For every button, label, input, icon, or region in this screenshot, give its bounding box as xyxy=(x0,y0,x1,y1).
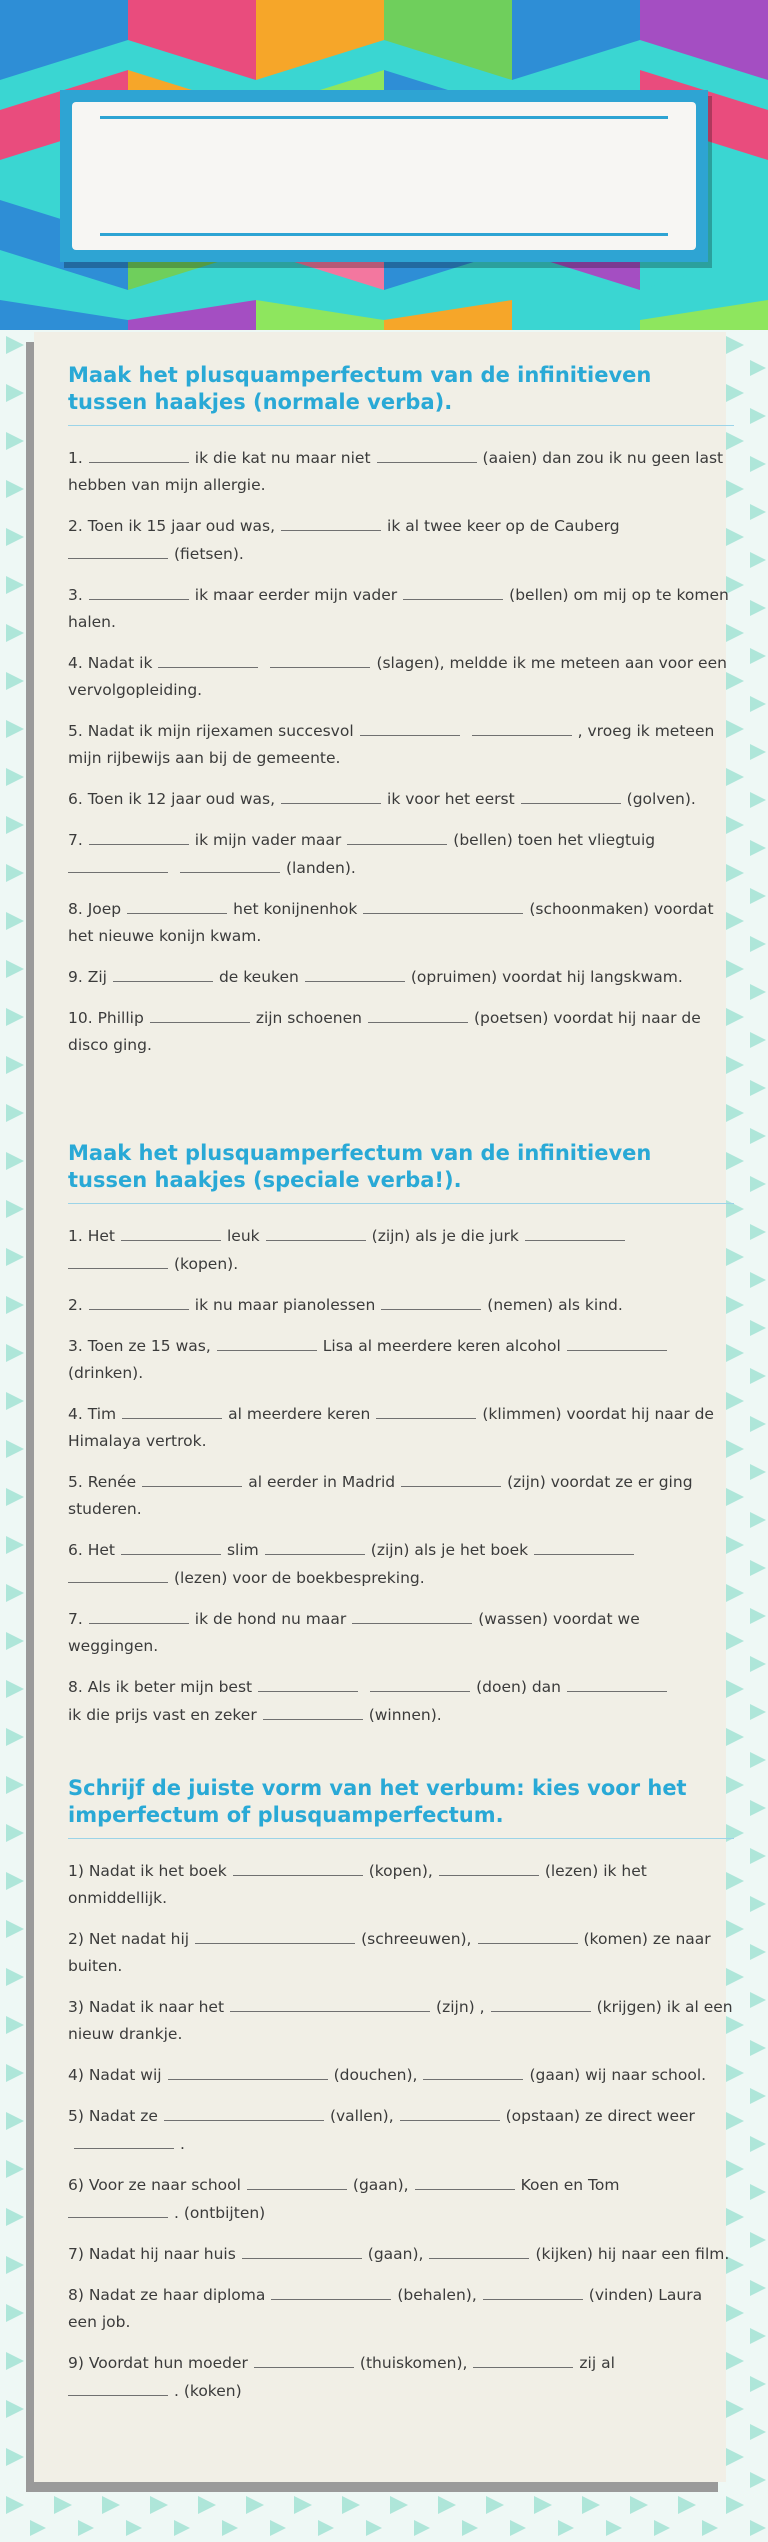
answer-blank[interactable] xyxy=(429,2240,529,2259)
answer-blank[interactable] xyxy=(266,1222,366,1241)
item-text: ik al twee keer op de Cauberg xyxy=(387,517,620,535)
item-text: 3. Toen ze 15 was, xyxy=(68,1337,211,1355)
item-text: (zijn) als je die jurk xyxy=(371,1227,519,1245)
item-text: (winnen). xyxy=(368,1706,442,1724)
item-text: ik de hond nu maar xyxy=(194,1610,347,1628)
answer-blank[interactable] xyxy=(180,854,280,873)
answer-blank[interactable] xyxy=(230,1993,430,2012)
exercise-item xyxy=(68,444,734,499)
item-text: 4. Tim xyxy=(68,1405,117,1423)
item-text: (doen) dan xyxy=(476,1678,561,1696)
item-text: (kijken) hij naar een film. xyxy=(535,2245,730,2263)
header-banner-inner xyxy=(72,102,696,250)
item-text: (zijn) voordat ze er ging studeren. xyxy=(68,1473,693,1518)
answer-blank[interactable] xyxy=(521,785,621,804)
item-text: (douchen), xyxy=(333,2066,418,2084)
section-divider xyxy=(68,425,734,426)
answer-blank[interactable] xyxy=(68,540,168,559)
answer-blank[interactable] xyxy=(281,785,381,804)
item-text: 6. Toen ik 12 jaar oud was, xyxy=(68,790,276,808)
exercise-item xyxy=(68,1673,734,1729)
item-text: 1) Nadat ik het boek xyxy=(68,1862,227,1880)
answer-blank[interactable] xyxy=(263,1701,363,1720)
answer-blank[interactable] xyxy=(423,2061,523,2080)
answer-blank[interactable] xyxy=(122,1400,222,1419)
exercise-item xyxy=(68,2102,734,2158)
item-text: (komen) ze naar buiten. xyxy=(68,1930,711,1975)
answer-blank[interactable] xyxy=(150,1004,250,1023)
exercise-item xyxy=(68,785,734,813)
section-speciale-verba xyxy=(68,1140,734,1742)
item-text: 9) Voordat hun moeder xyxy=(68,2354,248,2372)
answer-blank[interactable] xyxy=(89,444,189,463)
item-text: zijn schoenen xyxy=(255,1009,362,1027)
exercise-item xyxy=(68,1332,734,1387)
item-text: 1. Het xyxy=(68,1227,115,1245)
answer-blank[interactable] xyxy=(377,444,477,463)
answer-blank[interactable] xyxy=(68,2377,168,2396)
item-text: (opruimen) voordat hij langskwam. xyxy=(410,968,683,986)
answer-blank[interactable] xyxy=(217,1332,317,1351)
answer-blank[interactable] xyxy=(168,2061,328,2080)
item-text: (kopen), xyxy=(368,1862,433,1880)
exercise-item xyxy=(68,895,734,950)
item-text: (krijgen) ik al een nieuw drankje. xyxy=(68,1998,733,2043)
item-text: (lezen) ik het onmiddellijk. xyxy=(68,1862,647,1907)
answer-blank[interactable] xyxy=(401,1468,501,1487)
answer-blank[interactable] xyxy=(233,1857,363,1876)
item-text: (fietsen). xyxy=(174,545,244,563)
answer-blank[interactable] xyxy=(113,963,213,982)
exercise-item xyxy=(68,717,734,772)
item-text: (bellen) om mij op te komen halen. xyxy=(68,586,729,631)
item-text: . xyxy=(180,2135,185,2153)
item-text: 7. xyxy=(68,1610,83,1628)
item-text: de keuken xyxy=(218,968,299,986)
item-text: 2. xyxy=(68,1296,83,1314)
item-text: (kopen). xyxy=(174,1255,239,1273)
item-text: (nemen) als kind. xyxy=(487,1296,623,1314)
section-title: Schrijf de juiste vorm van het verbum: kies voor het imperfectum of plusquamperfectum. xyxy=(68,1776,687,1827)
answer-blank[interactable] xyxy=(164,2102,324,2121)
item-text: 1. xyxy=(68,449,83,467)
item-text: 2) Net nadat hij xyxy=(68,1930,190,1948)
item-text: (behalen), xyxy=(397,2286,477,2304)
item-text: (lezen) voor de boekbespreking. xyxy=(174,1569,425,1587)
item-text: . (koken) xyxy=(174,2382,242,2400)
item-text: (bellen) toen het vliegtuig xyxy=(453,831,656,849)
item-text: 6. Het xyxy=(68,1541,115,1559)
item-text: 5. Renée xyxy=(68,1473,137,1491)
exercise-item xyxy=(68,1605,734,1660)
item-text: 4) Nadat wij xyxy=(68,2066,162,2084)
item-text: 5. Nadat ik mijn rijexamen succesvol xyxy=(68,722,354,740)
item-text: ik die prijs vast en zeker xyxy=(68,1706,257,1724)
answer-blank[interactable] xyxy=(89,581,189,600)
item-text: 10. Phillip xyxy=(68,1009,144,1027)
item-text: 8) Nadat ze haar diploma xyxy=(68,2286,266,2304)
answer-blank[interactable] xyxy=(403,581,503,600)
section-divider xyxy=(68,1203,734,1204)
answer-blank[interactable] xyxy=(158,649,258,668)
header-top-line xyxy=(100,116,668,119)
item-text: . (ontbijten) xyxy=(174,2204,266,2222)
item-text: 7) Nadat hij naar huis xyxy=(68,2245,236,2263)
item-text: 7. xyxy=(68,831,83,849)
item-text: zij al xyxy=(579,2354,615,2372)
exercise-item xyxy=(68,1291,734,1319)
item-text: (schreeuwen), xyxy=(361,1930,472,1948)
exercise-item xyxy=(68,2061,734,2089)
item-text: 9. Zij xyxy=(68,968,107,986)
exercise-item xyxy=(68,826,734,882)
section-title: Maak het plusquamperfectum van de infinitieven tussen haakjes (speciale verba!). xyxy=(68,1141,652,1192)
item-text: slim xyxy=(226,1541,259,1559)
answer-blank[interactable] xyxy=(370,1673,470,1692)
answer-blank[interactable] xyxy=(142,1468,242,1487)
answer-blank[interactable] xyxy=(89,1605,189,1624)
answer-blank[interactable] xyxy=(567,1673,667,1692)
answer-blank[interactable] xyxy=(281,512,381,531)
answer-blank[interactable] xyxy=(258,1673,358,1692)
item-text: (gaan) wij naar school. xyxy=(529,2066,707,2084)
exercise-item xyxy=(68,1857,734,1912)
item-text: ik maar eerder mijn vader xyxy=(194,586,398,604)
answer-blank[interactable] xyxy=(74,2130,174,2149)
item-text: (poetsen) voordat hij naar de disco ging. xyxy=(68,1009,701,1054)
answer-blank[interactable] xyxy=(534,1536,634,1555)
answer-blank[interactable] xyxy=(121,1222,221,1241)
item-text: het konijnenhok xyxy=(233,900,358,918)
item-text: Lisa al meerdere keren alcohol xyxy=(322,1337,561,1355)
answer-blank[interactable] xyxy=(368,1004,468,1023)
exercise-item xyxy=(68,1925,734,1980)
item-text: (gaan), xyxy=(352,2176,409,2194)
item-text: (zijn) , xyxy=(436,1998,485,2016)
header-banner xyxy=(60,90,708,262)
item-text: 8. Als ik beter mijn best xyxy=(68,1678,253,1696)
item-text: 5) Nadat ze xyxy=(68,2107,158,2125)
answer-blank[interactable] xyxy=(363,895,523,914)
answer-blank[interactable] xyxy=(127,895,227,914)
answer-blank[interactable] xyxy=(195,1925,355,1944)
item-text: 4. Nadat ik xyxy=(68,654,153,672)
answer-blank[interactable] xyxy=(265,1536,365,1555)
answer-blank[interactable] xyxy=(68,2199,168,2218)
item-text: (golven). xyxy=(626,790,696,808)
exercise-item xyxy=(68,1400,734,1455)
answer-blank[interactable] xyxy=(400,2102,500,2121)
exercise-item xyxy=(68,2281,734,2336)
answer-blank[interactable] xyxy=(242,2240,362,2259)
item-text: (wassen) voordat we weggingen. xyxy=(68,1610,640,1655)
exercise-item xyxy=(68,1993,734,2048)
item-text: al meerdere keren xyxy=(228,1405,371,1423)
item-text: 3) Nadat ik naar het xyxy=(68,1998,225,2016)
answer-blank[interactable] xyxy=(478,1925,578,1944)
answer-blank[interactable] xyxy=(247,2171,347,2190)
item-text: al eerder in Madrid xyxy=(248,1473,396,1491)
answer-blank[interactable] xyxy=(270,649,370,668)
item-text: (thuiskomen), xyxy=(359,2354,468,2372)
item-text: (aaien) dan zou ik nu geen last hebben van mijn allergie. xyxy=(68,449,724,494)
exercise-item xyxy=(68,2240,734,2268)
answer-blank[interactable] xyxy=(89,826,189,845)
item-text: (landen). xyxy=(286,859,356,877)
item-text: ik nu maar pianolessen xyxy=(194,1296,376,1314)
item-text: (gaan), xyxy=(367,2245,424,2263)
exercise-item xyxy=(68,649,734,704)
answer-blank[interactable] xyxy=(525,1222,625,1241)
answer-blank[interactable] xyxy=(271,2281,391,2300)
answer-blank[interactable] xyxy=(472,717,572,736)
header-bottom-line xyxy=(100,233,668,236)
item-text: 6) Voor ze naar school xyxy=(68,2176,241,2194)
item-text: ik mijn vader maar xyxy=(194,831,342,849)
exercise-item xyxy=(68,1222,734,1278)
item-text: Koen en Tom xyxy=(520,2176,620,2194)
answer-blank[interactable] xyxy=(352,1605,472,1624)
exercise-item xyxy=(68,2349,734,2405)
item-text: leuk xyxy=(226,1227,260,1245)
section-imperfectum-plusquamperfectum xyxy=(68,1775,734,2418)
exercise-item xyxy=(68,963,734,991)
worksheet-paper xyxy=(34,332,733,2482)
answer-blank[interactable] xyxy=(483,2281,583,2300)
item-text: ik voor het eerst xyxy=(387,790,515,808)
answer-blank[interactable] xyxy=(68,1564,168,1583)
answer-blank[interactable] xyxy=(376,1400,476,1419)
exercise-item xyxy=(68,1004,734,1059)
item-text: (drinken). xyxy=(68,1364,144,1382)
exercise-item xyxy=(68,512,734,568)
answer-blank[interactable] xyxy=(439,1857,539,1876)
section-title: Maak het plusquamperfectum van de infinitieven tussen haakjes (normale verba). xyxy=(68,363,652,414)
item-text: (slagen), meldde ik me meteen aan voor een vervolgopleiding. xyxy=(68,654,727,699)
answer-blank[interactable] xyxy=(567,1332,667,1351)
exercise-item xyxy=(68,2171,734,2227)
answer-blank[interactable] xyxy=(305,963,405,982)
item-text: (klimmen) voordat hij naar de Himalaya vertrok. xyxy=(68,1405,714,1450)
item-text: 2. Toen ik 15 jaar oud was, xyxy=(68,517,276,535)
answer-blank[interactable] xyxy=(381,1291,481,1310)
exercise-item xyxy=(68,1536,734,1592)
answer-blank[interactable] xyxy=(491,1993,591,2012)
answer-blank[interactable] xyxy=(89,1291,189,1310)
item-text: , vroeg ik meteen mijn rijbewijs aan bij de gemeente. xyxy=(68,722,715,767)
answer-blank[interactable] xyxy=(360,717,460,736)
section-divider xyxy=(68,1838,734,1839)
item-text: (zijn) als je het boek xyxy=(370,1541,529,1559)
exercise-item xyxy=(68,1468,734,1523)
answer-blank[interactable] xyxy=(68,1250,168,1269)
answer-blank[interactable] xyxy=(415,2171,515,2190)
item-text: 8. Joep xyxy=(68,900,122,918)
answer-blank[interactable] xyxy=(347,826,447,845)
section-normale-verba xyxy=(68,362,734,1072)
item-text: (vallen), xyxy=(329,2107,394,2125)
item-text: 3. xyxy=(68,586,83,604)
item-text: ik die kat nu maar niet xyxy=(194,449,371,467)
answer-blank[interactable] xyxy=(473,2349,573,2368)
exercise-item xyxy=(68,581,734,636)
item-text: (vinden) Laura een job. xyxy=(68,2286,703,2331)
item-text: (opstaan) ze direct weer xyxy=(505,2107,695,2125)
answer-blank[interactable] xyxy=(121,1536,221,1555)
answer-blank[interactable] xyxy=(254,2349,354,2368)
item-text: (schoonmaken) voordat het nieuwe konijn kwam. xyxy=(68,900,714,945)
answer-blank[interactable] xyxy=(68,854,168,873)
